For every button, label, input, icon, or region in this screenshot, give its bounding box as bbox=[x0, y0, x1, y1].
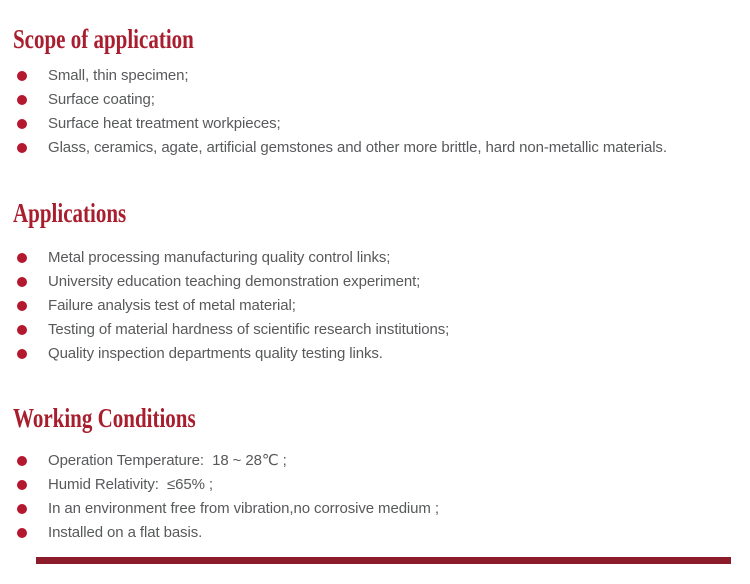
bullet-dot-icon bbox=[17, 253, 27, 263]
list-item bbox=[0, 294, 750, 318]
list-item-text: Surface coating; bbox=[48, 91, 155, 108]
bullet-dot-icon bbox=[17, 456, 27, 466]
list-item bbox=[0, 449, 750, 473]
bullet-dot-icon bbox=[17, 325, 27, 335]
list-item bbox=[0, 318, 750, 342]
list-item-text: Humid Relativity: ≤65% ; bbox=[48, 476, 213, 493]
section-heading-applications: Applications bbox=[13, 197, 127, 229]
list-item bbox=[0, 342, 750, 366]
bullet-dot-icon bbox=[17, 143, 27, 153]
list-item-text: Surface heat treatment workpieces; bbox=[48, 115, 281, 132]
list-item-text: Failure analysis test of metal material; bbox=[48, 297, 296, 314]
list-item-text: Metal processing manufacturing quality control links; bbox=[48, 249, 391, 266]
bullet-dot-icon bbox=[17, 95, 27, 105]
list-item-text: Small, thin specimen; bbox=[48, 67, 189, 84]
bullet-dot-icon bbox=[17, 528, 27, 538]
list-item-text: In an environment free from vibration,no corrosive medium ; bbox=[48, 500, 439, 517]
list-item bbox=[0, 88, 750, 112]
working-conditions-list bbox=[0, 449, 750, 545]
footer-divider-bar bbox=[36, 557, 731, 564]
bullet-dot-icon bbox=[17, 504, 27, 514]
bullet-dot-icon bbox=[17, 277, 27, 287]
list-item bbox=[0, 64, 750, 88]
bullet-dot-icon bbox=[17, 349, 27, 359]
bullet-dot-icon bbox=[17, 480, 27, 490]
list-item-text: Operation Temperature: 18 ~ 28℃ ; bbox=[48, 452, 287, 469]
list-item bbox=[0, 521, 750, 545]
list-item bbox=[0, 270, 750, 294]
list-item-text: Quality inspection departments quality testing links. bbox=[48, 345, 383, 362]
section-heading-scope-of-application: Scope of application bbox=[13, 23, 194, 55]
section-heading-working-conditions: Working Conditions bbox=[13, 402, 196, 434]
bullet-dot-icon bbox=[17, 119, 27, 129]
list-item bbox=[0, 246, 750, 270]
list-item bbox=[0, 112, 750, 136]
bullet-dot-icon bbox=[17, 301, 27, 311]
list-item-text: Installed on a flat basis. bbox=[48, 524, 203, 541]
list-item bbox=[0, 497, 750, 521]
list-item bbox=[0, 473, 750, 497]
bullet-dot-icon bbox=[17, 71, 27, 81]
list-item-text: University education teaching demonstration experiment; bbox=[48, 273, 421, 290]
list-item-text: Glass, ceramics, agate, artificial gemstones and other more brittle, hard non-metallic materials. bbox=[48, 139, 667, 156]
scope-of-application-list bbox=[0, 64, 750, 160]
list-item-text: Testing of material hardness of scientific research institutions; bbox=[48, 321, 450, 338]
applications-list bbox=[0, 246, 750, 366]
list-item bbox=[0, 136, 750, 160]
